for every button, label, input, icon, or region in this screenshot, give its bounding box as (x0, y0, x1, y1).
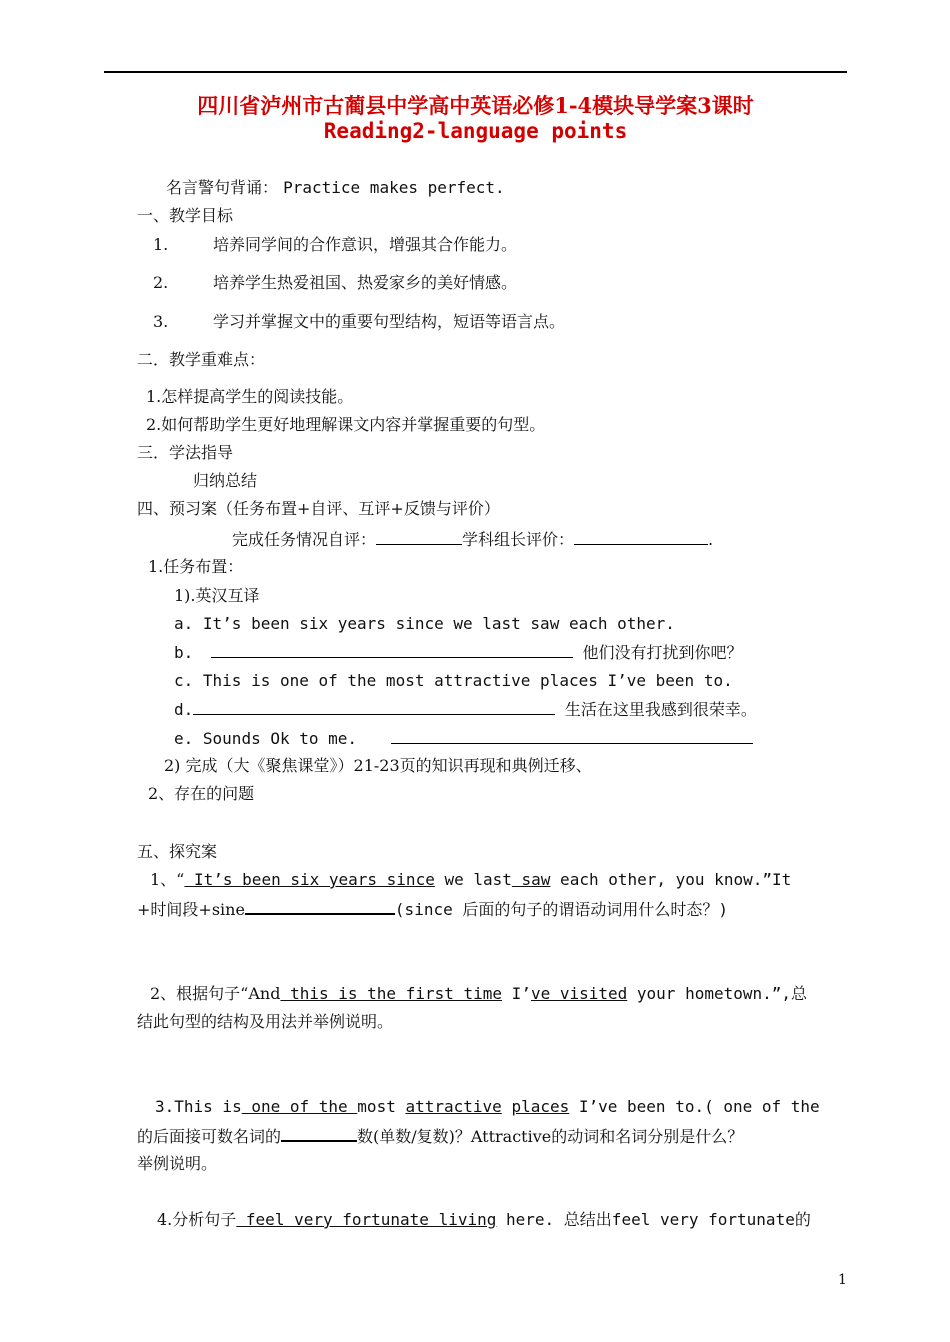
page-title: 四川省泸州市古蔺县中学高中英语必修1-4模块导学案3课时 (197, 93, 754, 118)
underlined-phrase: this is the first time (280, 984, 503, 1003)
section-heading: 三．学法指导 (137, 443, 234, 462)
item-text: 生活在这里我感到很荣幸。 (564, 700, 757, 719)
underlined-phrase: It’s been six years since (184, 870, 435, 889)
section-heading: 四、预习案（任务布置+自评、互评+反馈与评价） (137, 499, 500, 518)
question-3 (155, 1097, 820, 1117)
answer-blank[interactable] (281, 1125, 357, 1142)
question-1-line2 (137, 898, 728, 920)
question-text: your hometown.”,总 (627, 984, 808, 1003)
underlined-phrase: attractive (405, 1097, 502, 1116)
item-label: c. (174, 671, 194, 690)
task-heading: 1.任务布置： (148, 557, 244, 576)
sub-heading: 1).英汉互译 (174, 586, 260, 605)
evaluation-line (232, 529, 713, 550)
question-number: 2、根据句子“And (150, 984, 281, 1003)
motto-label: 名言警句背诵： (166, 178, 279, 197)
answer-blank[interactable] (211, 642, 573, 658)
end-dot: . (708, 530, 714, 549)
list-item: 2.如何帮助学生更好地理解课文内容并掌握重要的句型。 (146, 415, 546, 434)
leader-eval-label: 学科组长评价： (462, 530, 575, 549)
leader-eval-blank[interactable] (574, 529, 708, 545)
section-text: 归纳总结 (193, 471, 258, 490)
question-text: (since 后面的句子的谓语动词用什么时态？) (394, 900, 728, 919)
translate-item (174, 728, 753, 749)
question-number: 1、“ (150, 870, 185, 889)
translate-item (174, 699, 757, 720)
item-text: 学习并掌握文中的重要句型结构，短语等语言点。 (213, 312, 566, 331)
list-item (153, 312, 566, 332)
item-text: This is one of the most attractive places I’ve been to. (202, 671, 733, 690)
answer-blank[interactable] (193, 699, 555, 715)
section-heading: 二．教学重难点： (137, 350, 266, 369)
motto (166, 178, 505, 198)
item-label: e. (174, 729, 194, 748)
question-text: we last (434, 870, 512, 889)
list-item (153, 235, 518, 255)
section-heading: 一、教学目标 (137, 206, 234, 225)
item-text: Sounds Ok to me. (202, 729, 358, 748)
item-number: 1. (153, 235, 169, 254)
list-item: 1.怎样提高学生的阅读技能。 (146, 387, 354, 406)
question-text: here. 总结出feel very fortunate的 (496, 1210, 811, 1229)
section-heading: 五、探究案 (137, 842, 218, 861)
item-text: 他们没有打扰到你吧？ (582, 643, 743, 662)
question-text: most (357, 1097, 406, 1116)
question-4 (157, 1210, 811, 1230)
answer-blank[interactable] (245, 898, 395, 915)
translate-item (174, 642, 743, 663)
underlined-phrase: feel very fortunate living (236, 1210, 497, 1229)
item-text: 培养同学间的合作意识，增强其合作能力。 (213, 235, 518, 254)
question-text (502, 1097, 512, 1116)
question-2 (150, 984, 807, 1004)
question-number: 4.分析句子 (157, 1210, 237, 1229)
question-text: I’ (502, 984, 531, 1003)
question-number: 3.This is (155, 1097, 242, 1116)
item-label: b. (174, 643, 194, 662)
translate-item (174, 671, 733, 691)
list-item (153, 273, 518, 293)
motto-text: Practice makes perfect. (283, 178, 505, 197)
self-eval-blank[interactable] (376, 529, 462, 545)
question-1 (150, 870, 791, 890)
question-text: 数(单数/复数)？Attractive的动词和名词分别是什么？ (357, 1127, 744, 1146)
answer-blank[interactable] (391, 728, 753, 744)
self-eval-label: 完成任务情况自评： (232, 530, 377, 549)
item-number: 3. (153, 312, 169, 331)
item-label: d. (174, 700, 194, 719)
question-text: 的后面接可数名词的 (137, 1127, 282, 1146)
sub-heading: 2) 完成（大《聚焦课堂》）21-23页的知识再现和典例迁移、 (164, 756, 592, 775)
page-subtitle: Reading2-language points (323, 119, 628, 143)
question-text: +时间段+sine (137, 900, 245, 919)
underlined-phrase: saw (511, 870, 551, 889)
question-text: I’ve been to.( one of the (569, 1097, 820, 1116)
problems-heading: 2、存在的问题 (148, 784, 255, 803)
header-rule (104, 71, 847, 73)
page-number: 1 (838, 1272, 847, 1288)
question-2-line2: 结此句型的结构及用法并举例说明。 (137, 1012, 394, 1031)
item-text: It’s been six years since we last saw each other. (202, 614, 675, 633)
question-3-line3: 举例说明。 (137, 1154, 218, 1173)
item-label: a. (174, 614, 194, 633)
question-3-line2 (137, 1125, 743, 1147)
item-text: 培养学生热爱祖国、热爱家乡的美好情感。 (213, 273, 518, 292)
underlined-phrase: one of the (241, 1097, 358, 1116)
question-text: each other, you know.”It (550, 870, 792, 889)
translate-item (174, 614, 675, 634)
item-number: 2. (153, 273, 169, 292)
underlined-phrase: places (511, 1097, 570, 1116)
underlined-phrase: ve visited (530, 984, 628, 1003)
